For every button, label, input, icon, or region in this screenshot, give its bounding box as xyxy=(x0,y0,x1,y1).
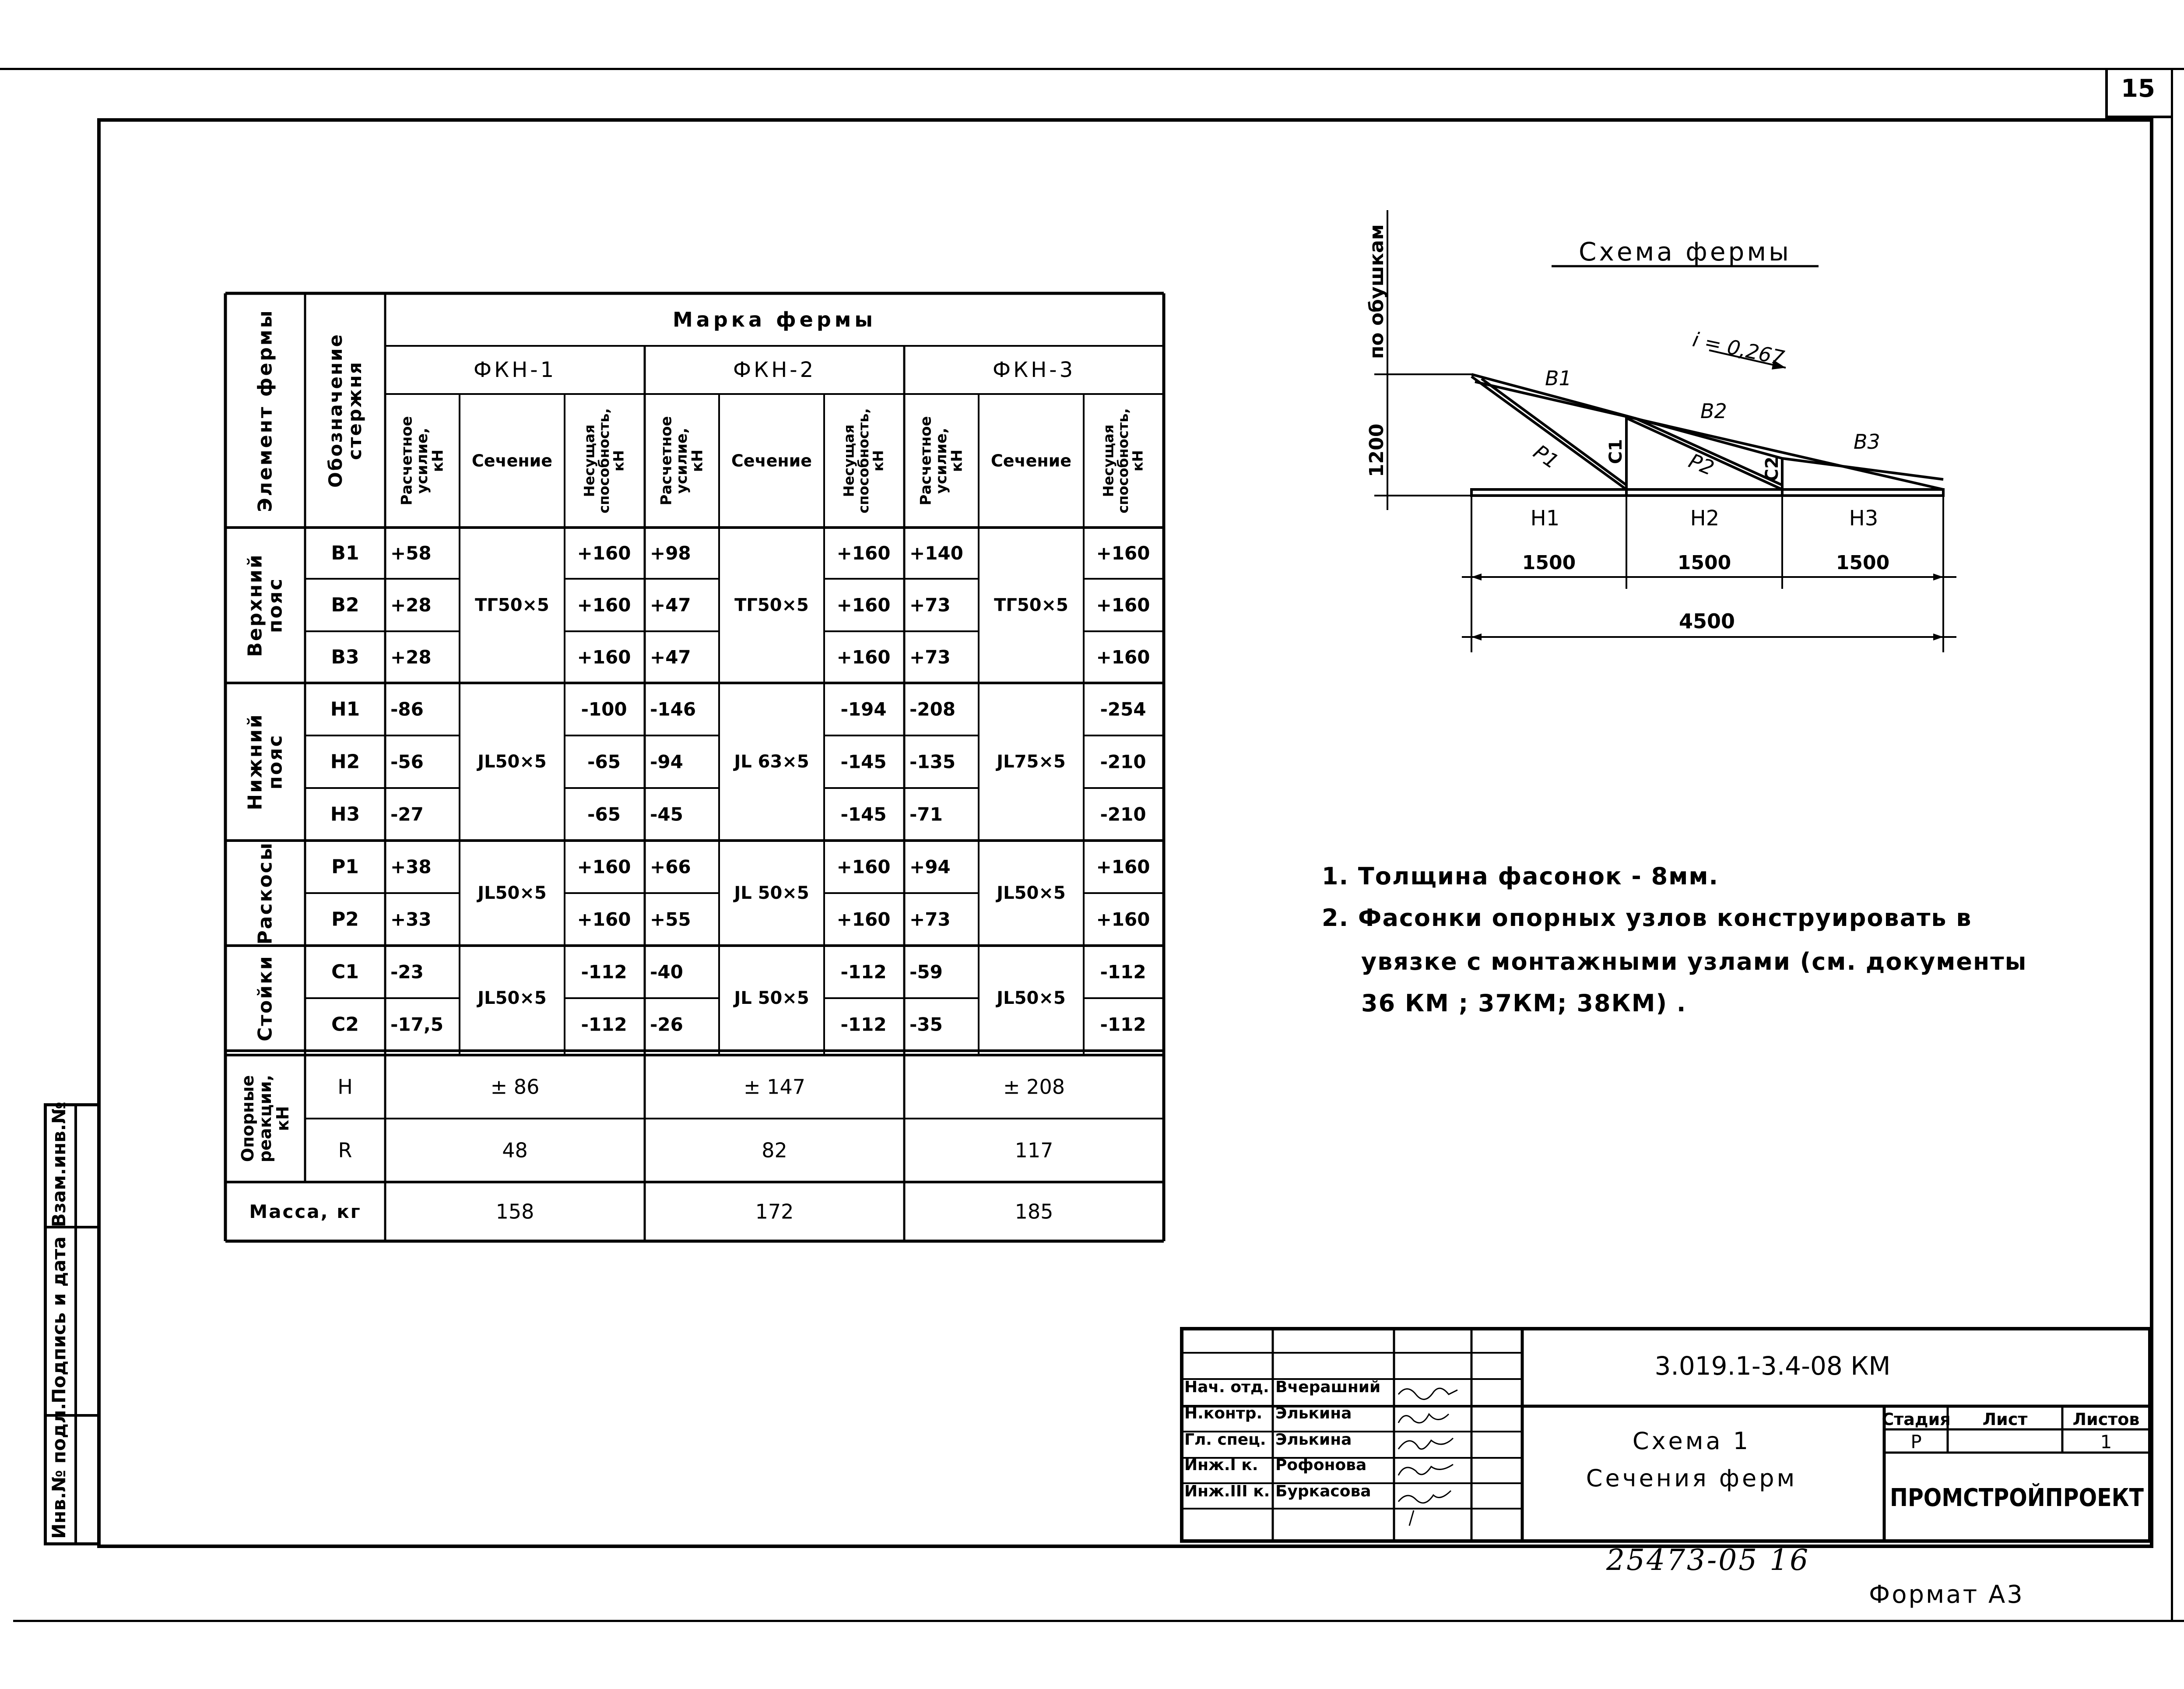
reaction-r-value: 48 xyxy=(502,1138,528,1162)
staff-role: Н.контр. xyxy=(1184,1404,1263,1422)
reaction-h-value: ± 208 xyxy=(1003,1075,1065,1099)
section-profile: ЈL50×5 xyxy=(478,883,547,903)
design-force: -59 xyxy=(909,961,943,983)
stamp-org: ПРОМСТРОЙПРОЕКТ xyxy=(1890,1484,2180,1512)
capacity-value: +160 xyxy=(1096,856,1150,878)
staff-name: Буркасова xyxy=(1275,1482,1371,1500)
group-name: Верхний xyxy=(244,553,267,657)
header-capacity: Несущая xyxy=(1100,424,1117,497)
reaction-h-value: ± 147 xyxy=(744,1075,805,1099)
staff-name: Элькина xyxy=(1275,1431,1352,1449)
footer-format: Формат А3 xyxy=(1869,1580,2024,1609)
header-section: Сечение xyxy=(471,451,553,471)
header-capacity: Несущая xyxy=(581,424,598,497)
header-capacity: Несущая xyxy=(840,424,857,497)
label-c1: С1 xyxy=(1606,439,1626,464)
stamp-code: 3.019.1-3.4-08 КМ xyxy=(1654,1351,1891,1381)
header-capacity: способность, xyxy=(596,408,612,514)
capacity-value: +160 xyxy=(836,646,891,668)
mass-value: 185 xyxy=(1015,1200,1053,1224)
panel-dim-2: 1500 xyxy=(1677,552,1731,574)
header-force: Расчетное xyxy=(917,416,935,506)
design-force: +140 xyxy=(909,542,963,564)
section-profile: ЈL50×5 xyxy=(478,752,547,772)
design-force: +94 xyxy=(909,856,951,878)
section-profile: ЈL 63×5 xyxy=(734,752,809,772)
section-profile: ΤΓ50×5 xyxy=(994,595,1068,616)
capacity-value: +160 xyxy=(836,856,891,878)
capacity-value: -100 xyxy=(581,698,627,720)
staff-name: Рофонова xyxy=(1275,1456,1367,1474)
section-profile: ЈL75×5 xyxy=(997,752,1066,772)
staff-role: Инж.III к. xyxy=(1184,1482,1270,1500)
label-c2: С2 xyxy=(1762,456,1782,482)
note-1: 1. Толщина фасонок - 8мм. xyxy=(1322,862,1719,890)
member-id: В2 xyxy=(331,594,359,616)
member-id: Н1 xyxy=(330,698,360,721)
member-id: Н2 xyxy=(330,750,360,773)
header-section: Сечение xyxy=(990,451,1072,471)
capacity-value: -112 xyxy=(840,1013,887,1035)
capacity-value: -112 xyxy=(1100,1013,1146,1035)
scheme-title: Схема фермы xyxy=(1579,237,1791,267)
design-force: -45 xyxy=(650,803,683,825)
staff-name: Вчерашний xyxy=(1275,1378,1381,1396)
height-label: 1200 xyxy=(1366,423,1388,477)
panel-dim-3: 1500 xyxy=(1836,552,1890,574)
design-force: -23 xyxy=(390,961,424,983)
design-force: -208 xyxy=(909,698,956,720)
reaction-r-id: R xyxy=(338,1138,352,1162)
design-force: -40 xyxy=(650,961,683,983)
staff-role: Нач. отд. xyxy=(1184,1378,1269,1396)
reaction-h-id: Н xyxy=(337,1075,353,1099)
design-force: -135 xyxy=(909,751,956,773)
total-dim: 4500 xyxy=(1678,609,1735,633)
note-2: 2. Фасонки опорных узлов конструировать в xyxy=(1322,904,1972,932)
header-truss: ФКН-1 xyxy=(473,358,557,382)
group-name: пояс xyxy=(264,734,287,790)
design-force: +47 xyxy=(650,646,691,668)
header-capacity: способность, xyxy=(855,408,872,514)
reaction-h-value: ± 86 xyxy=(490,1075,540,1099)
header-force: кН xyxy=(688,449,706,472)
header-truss: ФКН-2 xyxy=(733,358,816,382)
section-profile: ЈL 50×5 xyxy=(734,988,809,1008)
design-force: -27 xyxy=(390,803,424,825)
side-stamp-vzam: Взам.инв.№ xyxy=(48,1101,70,1228)
reactions-label: кН xyxy=(273,1106,292,1131)
design-force: +98 xyxy=(650,542,691,564)
footer-handwritten: 25473-05 16 xyxy=(1606,1543,1810,1577)
design-force: -26 xyxy=(650,1013,683,1035)
reaction-r-value: 82 xyxy=(762,1138,787,1162)
note-2-cont: увязке с монтажными узлами (см. документы xyxy=(1361,948,2027,975)
capacity-value: +160 xyxy=(836,594,891,616)
panel-label-3: Н3 xyxy=(1849,506,1879,531)
capacity-value: +160 xyxy=(577,542,631,564)
design-force: -35 xyxy=(909,1013,943,1035)
member-id: Н3 xyxy=(330,803,360,826)
reactions-label: Опорные xyxy=(238,1075,258,1162)
header-force: Расчетное xyxy=(398,416,416,506)
side-label: по обушкам xyxy=(1366,224,1388,359)
header-designation: стержня xyxy=(344,361,366,460)
member-id: С1 xyxy=(331,961,359,983)
mass-value: 158 xyxy=(495,1200,534,1224)
capacity-value: -112 xyxy=(581,1013,627,1035)
header-force: усилие, xyxy=(933,428,950,494)
member-id: В3 xyxy=(331,646,359,669)
capacity-value: +160 xyxy=(577,908,631,930)
capacity-value: -112 xyxy=(840,961,887,983)
staff-role: Гл. спец. xyxy=(1184,1431,1266,1449)
design-force: +66 xyxy=(650,856,691,878)
capacity-value: -194 xyxy=(840,698,887,720)
design-force: +38 xyxy=(390,856,432,878)
capacity-value: -112 xyxy=(581,961,627,983)
header-force: кН xyxy=(429,449,447,472)
capacity-value: +160 xyxy=(1096,594,1150,616)
capacity-value: -65 xyxy=(587,803,621,825)
header-force: кН xyxy=(948,449,966,472)
capacity-value: +160 xyxy=(836,908,891,930)
stamp-title-1: Схема 1 xyxy=(1632,1427,1751,1455)
side-stamp-sign: Подпись и дата xyxy=(48,1236,70,1404)
header-capacity: кН xyxy=(610,450,627,472)
design-force: +73 xyxy=(909,594,951,616)
stamp-stage: Р xyxy=(1910,1431,1922,1453)
header-section: Сечение xyxy=(731,451,812,471)
capacity-value: +160 xyxy=(577,594,631,616)
design-force: -17,5 xyxy=(390,1013,444,1035)
design-force: -94 xyxy=(650,751,683,773)
staff-role: Инж.I к. xyxy=(1184,1456,1258,1474)
label-b2: В2 xyxy=(1700,399,1727,423)
capacity-value: +160 xyxy=(577,646,631,668)
panel-label-2: Н2 xyxy=(1690,506,1720,531)
stamp-sheet-head: Лист xyxy=(1982,1410,2028,1429)
section-profile: ΤΓ50×5 xyxy=(734,595,809,616)
stamp-sheets-head: Листов xyxy=(2072,1410,2140,1429)
header-capacity: кН xyxy=(1129,450,1146,472)
label-b1: В1 xyxy=(1545,366,1572,390)
design-force: +28 xyxy=(390,594,432,616)
group-name: Нижний xyxy=(244,713,267,810)
label-b3: В3 xyxy=(1854,430,1880,454)
design-force: +33 xyxy=(390,908,432,930)
capacity-value: -145 xyxy=(840,803,887,825)
capacity-value: -112 xyxy=(1100,961,1146,983)
group-name: Раскосы xyxy=(254,841,277,945)
section-profile: ЈL50×5 xyxy=(478,988,547,1008)
mass-label: Масса, кг xyxy=(249,1201,362,1222)
capacity-value: -145 xyxy=(840,751,887,773)
header-designation: Обозначение xyxy=(324,333,346,488)
header-force: усилие, xyxy=(673,428,691,494)
capacity-value: +160 xyxy=(577,856,631,878)
stamp-stage-head: Стадия xyxy=(1882,1410,1951,1429)
member-id: Р2 xyxy=(331,908,359,931)
header-mark: Марка фермы xyxy=(673,308,876,331)
note-2-end: 36 КМ ; 37КМ; 38КМ) . xyxy=(1361,989,1687,1017)
group-name: пояс xyxy=(264,577,287,633)
stamp-sheets: 1 xyxy=(2100,1431,2112,1453)
mass-value: 172 xyxy=(755,1200,794,1224)
label-p2: Р2 xyxy=(1685,449,1717,480)
capacity-value: -65 xyxy=(587,751,621,773)
capacity-value: +160 xyxy=(1096,542,1150,564)
slope-label: i = 0,267 xyxy=(1690,327,1787,370)
design-force: +28 xyxy=(390,646,432,668)
panel-label-1: Н1 xyxy=(1530,506,1560,531)
design-force: +73 xyxy=(909,646,951,668)
member-id: Р1 xyxy=(331,855,359,878)
side-stamp-inv: Инв.№ подл. xyxy=(48,1403,70,1539)
member-id: В1 xyxy=(331,542,359,564)
section-profile: ΤΓ50×5 xyxy=(475,595,549,616)
reactions-label: реакции, xyxy=(256,1074,275,1163)
design-force: -71 xyxy=(909,803,943,825)
design-force: +55 xyxy=(650,908,691,930)
stamp-title-2: Сечения ферм xyxy=(1586,1464,1798,1492)
member-id: С2 xyxy=(331,1013,359,1036)
header-element: Элемент фермы xyxy=(254,309,277,512)
capacity-value: +160 xyxy=(836,542,891,564)
design-force: +58 xyxy=(390,542,432,564)
panel-dim-1: 1500 xyxy=(1522,552,1576,574)
design-force: +73 xyxy=(909,908,951,930)
capacity-value: -210 xyxy=(1100,803,1146,825)
sheet-number: 15 xyxy=(2121,74,2155,103)
group-name: Стойки xyxy=(254,955,277,1042)
reaction-r-value: 117 xyxy=(1015,1138,1053,1162)
design-force: -86 xyxy=(390,698,424,720)
header-capacity: кН xyxy=(870,450,887,472)
header-capacity: способность, xyxy=(1115,408,1131,514)
header-force: Расчетное xyxy=(657,416,675,506)
capacity-value: -210 xyxy=(1100,751,1146,773)
capacity-value: +160 xyxy=(1096,646,1150,668)
section-profile: ЈL50×5 xyxy=(997,883,1066,903)
header-truss: ФКН-3 xyxy=(992,358,1076,382)
design-force: -146 xyxy=(650,698,696,720)
header-force: усилие, xyxy=(414,428,431,494)
capacity-value: -254 xyxy=(1100,698,1146,720)
design-force: +47 xyxy=(650,594,691,616)
design-force: -56 xyxy=(390,751,424,773)
label-p1: Р1 xyxy=(1529,440,1563,474)
section-profile: ЈL50×5 xyxy=(997,988,1066,1008)
section-profile: ЈL 50×5 xyxy=(734,883,809,903)
staff-name: Элькина xyxy=(1275,1404,1352,1422)
capacity-value: +160 xyxy=(1096,908,1150,930)
